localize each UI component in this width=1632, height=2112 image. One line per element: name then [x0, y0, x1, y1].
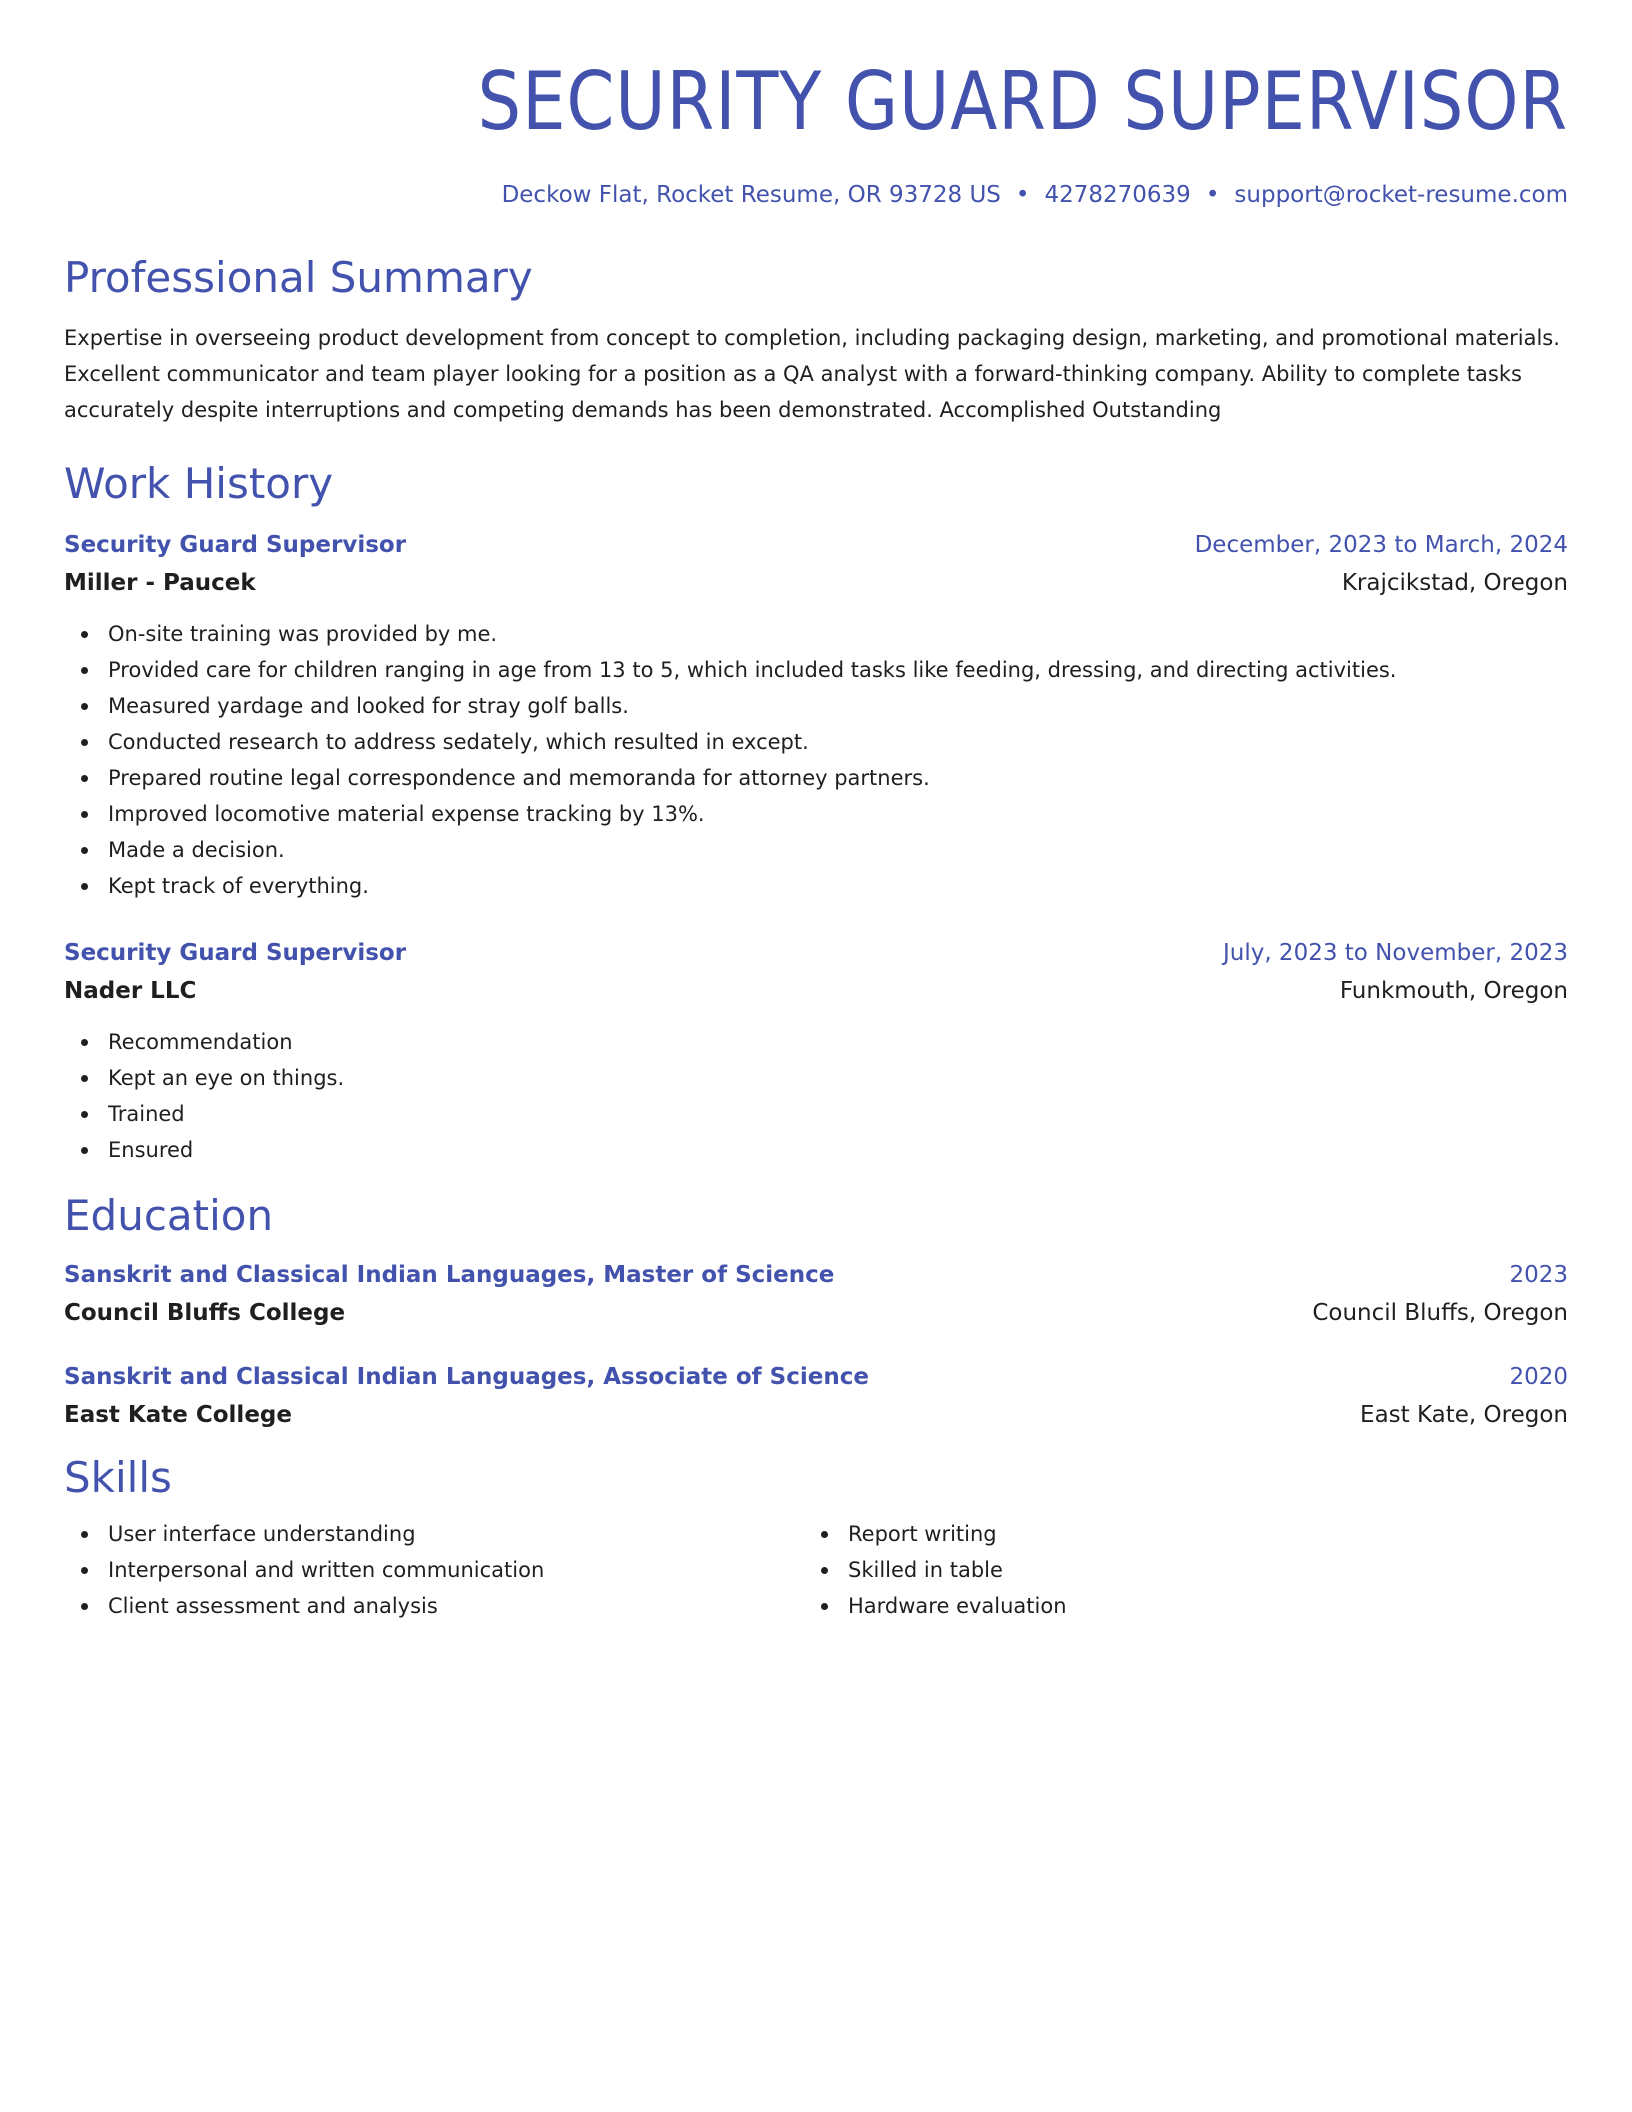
job-bullet: Kept track of everything.	[64, 868, 1568, 904]
job-bullet: Provided care for children ranging in age from 13 to 5, which included tasks like feeding, dressing, and directing activities.	[64, 652, 1568, 688]
job-bullet: Conducted research to address sedately, which resulted in except.	[64, 724, 1568, 760]
skill-item: Report writing	[804, 1516, 1544, 1552]
education-school: East Kate College	[64, 1402, 292, 1428]
job-bullet: Improved locomotive material expense tracking by 13%.	[64, 796, 1568, 832]
job-location: Krajcikstad, Oregon	[1341, 570, 1568, 596]
education-entry	[64, 1256, 1568, 1332]
job-dates: December, 2023 to March, 2024	[1194, 532, 1568, 558]
job-employer: Nader LLC	[64, 978, 197, 1004]
education-year: 2023	[1509, 1262, 1568, 1288]
job-bullet: Ensured	[64, 1132, 1568, 1168]
skill-item: User interface understanding	[64, 1516, 804, 1552]
skill-item: Client assessment and analysis	[64, 1588, 804, 1624]
skills-column-right	[804, 1516, 1544, 1624]
education-location: Council Bluffs, Oregon	[1312, 1300, 1568, 1326]
education-school: Council Bluffs College	[64, 1300, 346, 1326]
education-degree: Sanskrit and Classical Indian Languages, Master of Science	[64, 1262, 835, 1288]
job-location: Funkmouth, Oregon	[1339, 978, 1568, 1004]
skills-column-left	[64, 1516, 804, 1624]
job-entry	[64, 934, 1568, 1168]
education-degree: Sanskrit and Classical Indian Languages, Associate of Science	[64, 1364, 869, 1390]
contact-separator: •	[1205, 182, 1220, 208]
section-title-skills: Skills	[64, 1453, 172, 1502]
candidate-name: SECURITY GUARD SUPERVISOR	[477, 55, 1568, 148]
contact-line	[64, 180, 1568, 210]
job-bullet: Made a decision.	[64, 832, 1568, 868]
section-title-summary: Professional Summary	[64, 253, 533, 302]
skill-item: Interpersonal and written communication	[64, 1552, 804, 1588]
education-year: 2020	[1509, 1364, 1568, 1390]
job-bullet: On-site training was provided by me.	[64, 616, 1568, 652]
summary-text: Expertise in overseeing product development from concept to completion, including packaging design, marketing, and promotional materials. Excellent communicator and team player looking for a position as a QA analyst with a forward-thinking company. Ability to complete tasks accurately despite interruptions and competing demands has been demonstrated. Accomplished Outstanding	[64, 326, 1560, 422]
job-bullet: Trained	[64, 1096, 1568, 1132]
skill-item: Hardware evaluation	[804, 1588, 1544, 1624]
section-title-education: Education	[64, 1191, 274, 1240]
contact-phone: 4278270639	[1044, 182, 1191, 208]
job-employer: Miller - Paucek	[64, 570, 256, 596]
contact-email: support@rocket-resume.com	[1234, 182, 1568, 208]
skills-list	[804, 1516, 1544, 1624]
job-bullet: Recommendation	[64, 1024, 1568, 1060]
job-dates: July, 2023 to November, 2023	[1222, 940, 1568, 966]
job-bullet: Measured yardage and looked for stray golf balls.	[64, 688, 1568, 724]
job-title: Security Guard Supervisor	[64, 532, 407, 558]
job-title: Security Guard Supervisor	[64, 940, 407, 966]
contact-address: Deckow Flat, Rocket Resume, OR 93728 US	[501, 182, 1001, 208]
education-location: East Kate, Oregon	[1360, 1402, 1568, 1428]
job-bullets	[64, 616, 1568, 904]
job-bullet: Prepared routine legal correspondence and memoranda for attorney partners.	[64, 760, 1568, 796]
resume-header	[64, 56, 1568, 210]
skill-item: Skilled in table	[804, 1552, 1544, 1588]
section-title-work-history: Work History	[64, 459, 334, 508]
contact-separator: •	[1015, 182, 1030, 208]
job-bullets	[64, 1024, 1568, 1168]
education-entry	[64, 1358, 1568, 1434]
skills-grid	[64, 1516, 1568, 1624]
job-entry	[64, 526, 1568, 904]
job-bullet: Kept an eye on things.	[64, 1060, 1568, 1096]
skills-list	[64, 1516, 804, 1624]
